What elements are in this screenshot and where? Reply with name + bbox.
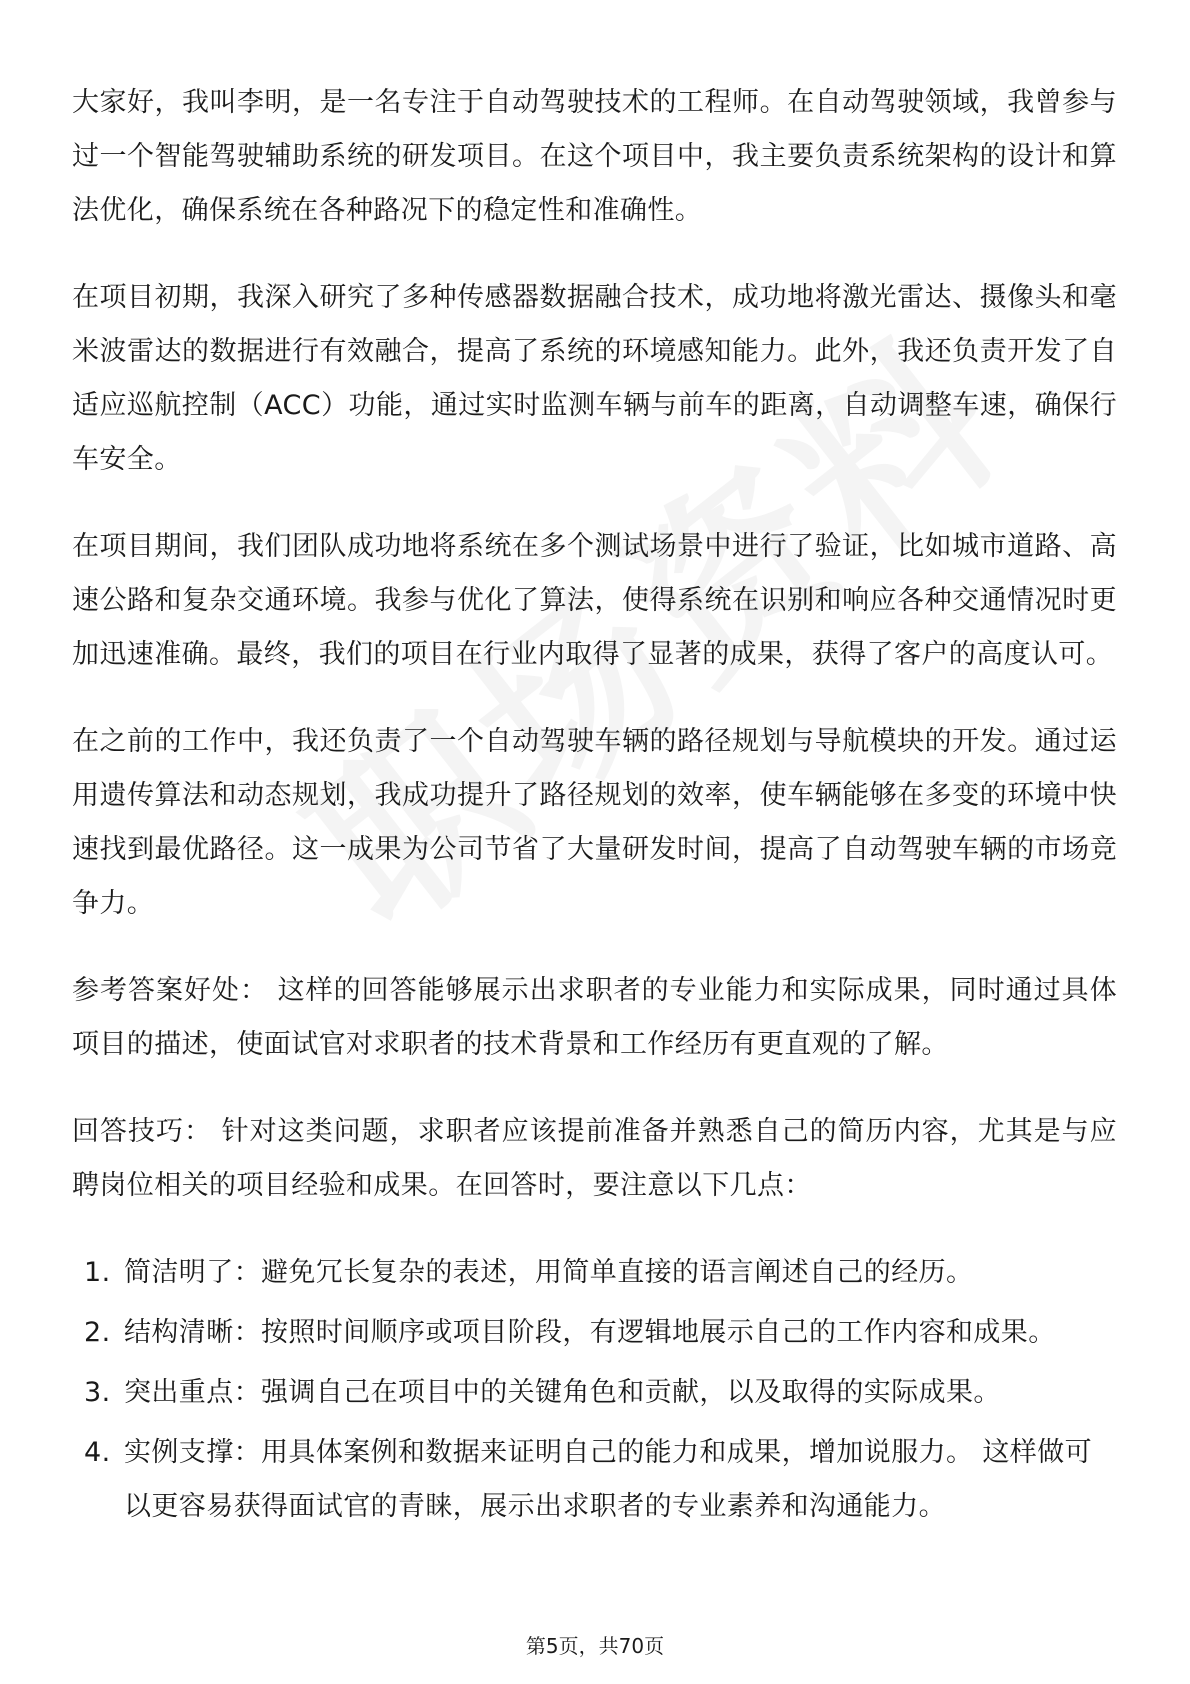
list-item-text: 突出重点：强调自己在项目中的关键角色和贡献，以及取得的实际成果。: [124, 1377, 1001, 1408]
list-item-text: 简洁明了：避免冗长复杂的表述，用简单直接的语言阐述自己的经历。: [124, 1257, 974, 1288]
list-item-number: 1.: [84, 1257, 111, 1288]
list-item: [72, 1366, 1117, 1420]
list-item-number: 3.: [84, 1377, 111, 1408]
paragraph-intro: 大家好，我叫李明，是一名专注于自动驾驶技术的工程师。在自动驾驶领域，我曾参与过一个智能驾驶辅助系统的研发项目。在这个项目中，我主要负责系统架构的设计和算法优化，确保系统在各种路况下的稳定性和准确性。: [72, 87, 1117, 226]
list-item-text: 实例支撑：用具体案例和数据来证明自己的能力和成果，增加说服力。 这样做可以更容易获得面试官的青睐，展示出求职者的专业素养和沟通能力。: [124, 1437, 1092, 1522]
list-item-number: 2.: [84, 1317, 111, 1348]
paragraph-project-period: 在项目期间，我们团队成功地将系统在多个测试场景中进行了验证，比如城市道路、高速公路和复杂交通环境。我参与优化了算法，使得系统在识别和响应各种交通情况时更加迅速准确。最终，我们的项目在行业内取得了显著的成果，获得了客户的高度认可。: [72, 531, 1117, 670]
list-item: [72, 1246, 1117, 1300]
page-number: 第5页，共70页: [525, 1634, 665, 1658]
paragraph-answer-benefits: 参考答案好处： 这样的回答能够展示出求职者的专业能力和实际成果，同时通过具体项目的描述，使面试官对求职者的技术背景和工作经历有更直观的了解。: [72, 975, 1117, 1060]
paragraph-answer-tips: 回答技巧： 针对这类问题，求职者应该提前准备并熟悉自己的简历内容，尤其是与应聘岗位相关的项目经验和成果。在回答时，要注意以下几点：: [72, 1116, 1117, 1201]
tips-list: [72, 1246, 1117, 1534]
paragraph-previous-work: 在之前的工作中，我还负责了一个自动驾驶车辆的路径规划与导航模块的开发。通过运用遗传算法和动态规划，我成功提升了路径规划的效率，使车辆能够在多变的环境中快速找到最优路径。这一成果为公司节省了大量研发时间，提高了自动驾驶车辆的市场竞争力。: [72, 726, 1117, 919]
list-item: [72, 1306, 1117, 1360]
document-body: [72, 76, 1117, 1540]
list-item-text: 结构清晰：按照时间顺序或项目阶段，有逻辑地展示自己的工作内容和成果。: [124, 1317, 1056, 1348]
list-item: [72, 1426, 1117, 1534]
list-item-number: 4.: [84, 1437, 111, 1468]
paragraph-early-phase: 在项目初期，我深入研究了多种传感器数据融合技术，成功地将激光雷达、摄像头和毫米波雷达的数据进行有效融合，提高了系统的环境感知能力。此外，我还负责开发了自适应巡航控制（ACC）功能，通过实时监测车辆与前车的距离，自动调整车速，确保行车安全。: [72, 282, 1117, 475]
